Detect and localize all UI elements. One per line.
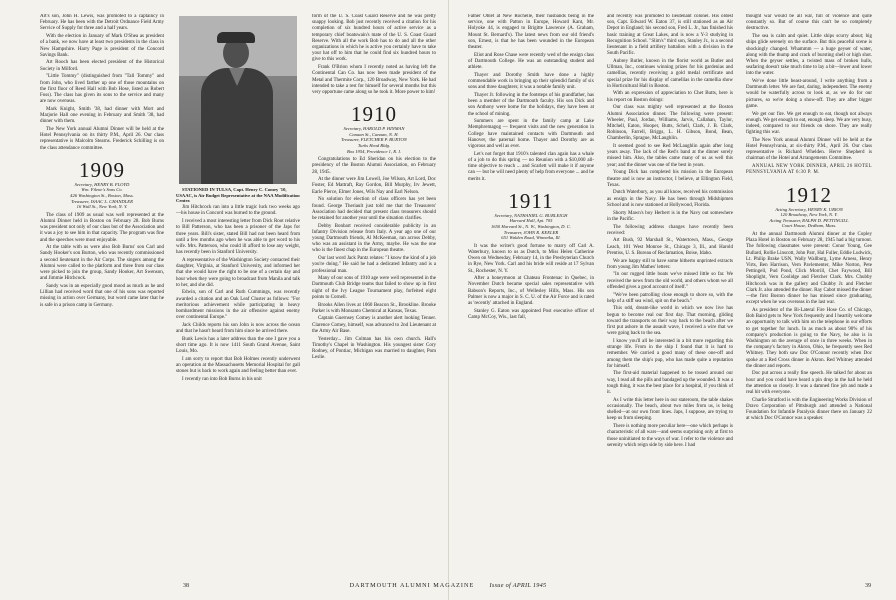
paragraph: With the election in January of Mark O'Shea as president of a bank, we now have at least two presidents in the class in New Hampshire. Harry Page is president of the Concord Savings Bank. bbox=[40, 34, 164, 58]
paragraph: Thayer and Dorothy Smith have done a highly commendable work in bringing up their splendid family of six sons and three daughters; it was a notable family unit. bbox=[468, 72, 594, 91]
paragraph: Debby Bonbart received considerable publicity in an Infantry Division release from Italy. A year ago one of our young Dartmouth friends, Al McKeeman, ran across Debby, who was an assistant in the Army, maybe. He was the one who is the finest chap in the European theatre. bbox=[312, 223, 436, 254]
paragraph: Summers are spent in the family camp at Lake Memphremagog — frequent visits and the new generation in College have maintained contacts with Dartmouth and Hanover, the paternal home. Thayer and Dorothy are as vigorous and well as ever. bbox=[468, 119, 594, 150]
paragraph: Dutch Waterbury, as you all know, received his commission as ensign in the Navy. He has been through Midshipmen School and is now stationed at Hollywood, Florida. bbox=[607, 190, 733, 208]
annual-dinner-notice: ANNUAL NEW YORK DINNER, APRIL 26 HOTEL PENNSYLVANIA AT 6:30 P. M. bbox=[746, 164, 872, 176]
column-4 bbox=[468, 14, 594, 574]
paragraph: "Little Tommy" (distinguished from "Tall Tommy" and from John, who lived farther up one of those mountains on the first floor of Reed Hall with Bob Hose, listed as Robert Foss). The class has given its sons to the service and many are now overseas. bbox=[40, 74, 164, 105]
paragraph: thought war would be all war, full of violence and quite constantly so. But of course this can't be so completely destructive. bbox=[746, 14, 872, 32]
paragraph: Jim Hitchcock ran into a little tragic luck two weeks ago—his house in Concord was burned to the ground. bbox=[176, 205, 300, 217]
class-section-1911 bbox=[468, 190, 594, 241]
paragraph: It seemed good to see Red McLaughlin again after long years away. The lack of the Red's band at the dinner sorely missed him. Also, the tables came many of us as well this year; and the dinner was one of the best in years. bbox=[607, 144, 733, 168]
paragraph: Frank O'Brion whom I recently noted as having left the Continental Can Co. has now been made president of the Metal and Thermite Corp., 120 Broadway, New York. He had intended to take a rest for himself for several months but this very opportune came along so he took it. More power to him! bbox=[312, 65, 436, 95]
paragraph: With an expression of appreciation to Chet Butts, here is his report on Boston doings: bbox=[607, 91, 733, 103]
right-page bbox=[468, 14, 872, 580]
secretary-street: 426 Washington St., Boston, Mass. bbox=[70, 192, 134, 198]
paragraph: Bunk Lewis has a later address than the one I gave you a short time ago. It is now 1411 South Grand Avenue, Saint Louis, Mo. bbox=[176, 336, 300, 355]
paragraph: Congratulations to Ed Sheridan on his election to the presidency of the Boston Alumni Association, on February 28, 1945. bbox=[312, 157, 436, 175]
paragraph: Charlie Stratford is with the Engineering Works Division of Dravo Corporation of Pittsburgh and attended a National Foundation for Infantile Paralysis dinner there on January 22 at which Doc O'Connor was a speaker. bbox=[746, 397, 872, 422]
magazine-title: DARTMOUTH ALUMNI MAGAZINE bbox=[349, 582, 475, 589]
paragraph: At the annual Dartmouth Alumni dinner at the Copley Plaza Hotel in Boston on February 28, 1945 had a big turnout. The following classmates were present: Conor Young, Gee Bullard, Rollie Linscott, John Parr, Hal Fuller, Eddie Ludwick, Lt. Philip Brake USN, Wally Wallburg, Lyme Arness, Henry Virts, Ben Harrison, Vern Pavlementer, Mike Norton, Pete Pettingell, Pud Pond, Click Morrill, Chet Faywood, Bill Shoplight, Vern Coolidge and Fletcher Clark. Mrs. Chubby Hitchcock was in the gallery and Chubby Jr. and Fletcher Clark Jr. also attended the dinner. Ray Cabot missed the dinner—the first Boston dinner he has missed since graduating, except when he was overseas in the last war. bbox=[746, 231, 872, 306]
paragraph: The following address changes have recently been received: bbox=[607, 224, 733, 236]
paragraph: I received a most interesting letter from Dick Root relative to Bill Patterson, who has been a prisoner of the Japs for three years. Bill's sister, stated Bill had not been heard from until a few months ago when he was able to get word to his wife. Mrs. Patterson, who could ill afford to lose any weight, has recently been in Stanford University. bbox=[176, 219, 300, 256]
officer-photo bbox=[179, 16, 297, 184]
secretary-address: Canaan St., Canaan, N. H. bbox=[349, 131, 399, 137]
paragraph: Aubrey Butler, known in the florist world as Butler and Ullman, Inc., continues winning prizes for his gardenias and camellias, recently receiving a gold medal certificate and special prize for his display of camellias in the camellia show in Horticultural Hall in Boston. bbox=[607, 58, 733, 89]
paragraph: Art's son, John H. Lewis, was promoted to a captaincy in February. He has been with the Detroit Ordnance Field Army Service of Supply for three and a half years. bbox=[40, 14, 164, 32]
paragraph: Let's not forget that 1910's talented clan again has a whale of a job to do this spring — no Reunion with a $10,000 all-time objective to reach ... and Scarlett will make it if anyone can — but he will need plenty of help from everyone ... and he merits it. bbox=[468, 151, 594, 182]
class-year-heading: 1912 bbox=[786, 182, 832, 207]
paragraph: At the table with us were also Bob Burns' son Carl and Sandy Hooker's son Burton, who was recently commissioned a second lieutenant in the Air Corps. The singers among the Alumni were called to the platform and three from our class were picked to join the group, Sandy Hooker, Art Swenson, and Jimmie Hitchcock. bbox=[40, 245, 164, 282]
left-page bbox=[40, 14, 436, 580]
column-5 bbox=[607, 14, 733, 574]
paragraph: Jack Childs reports his son John is now across the ocean and that he hasn't heard from him since he arrived there. bbox=[176, 322, 300, 335]
secretary-address: Wm. Filene's Sons Co. bbox=[81, 187, 123, 193]
treasurer-street: Box 1954, Providence 1, R. I. bbox=[346, 148, 402, 154]
paragraph: I am sorry to report that Bob Holmes recently underwent an operation at the Massachusetts Memorial Hospital for gall stones but is back to work again and feeling better than ever. bbox=[176, 356, 300, 375]
secretary-street: 1650 Harvard St., N. W., Washington, D. C. bbox=[490, 223, 571, 229]
paragraph: The first-aid material happened to be tossed around our way, I read all the pills and bandaged up the wounded. It was a tough thing, it was the best place for a hospital, if you think of it. bbox=[607, 371, 733, 396]
paragraph: "We've been patrolling close enough to shore so, with the help of a stiff sea wind, spit on the beach." bbox=[607, 292, 733, 304]
column-6 bbox=[746, 14, 872, 574]
treasurer-line: Treasurer, FLETCHER P. BURTON bbox=[341, 137, 407, 143]
paragraph: form of the U. S. Coast Guard Reserve and he was pretty snappy looking. Bob just recently received a citation for his completion of six hundred hours of active service as a temporary chief boatswain's mate of the U. S. Coast Guard Reserve. With all the work Bob has to do and all the other organizations in which he is active you certainly have to take your hat off to him that he could find six hundred hours to give to this work. bbox=[312, 14, 436, 63]
paragraph: We are happy still to have some hitherto unprinted extracts from young Jim Mathes' letters: bbox=[607, 258, 733, 270]
photo-caption: STATIONED IN TULSA, Capt. Henry C. Comey '10, USAAC, is Air Budget Representative at the NAA Modification Center. bbox=[176, 187, 300, 204]
secretary-line: Secretary, HENRY B. FLOYD bbox=[74, 181, 130, 187]
paragraph: After a honeymoon at Chateau Frontenac in Quebec, in November Dutch became special sales representative with Babson's Reports, Inc., of Wellesley Hills, Mass. His son Palmer is now a major in S. C. U. of the Air Force and is rated as 'recently' attached in England. bbox=[468, 276, 594, 307]
paragraph: As I write this letter here in our stateroom, the table shakes occasionally. The beach, about two miles from us, is being shelled—at our own front lines. Japs, I suppose, are trying to keep us from sleeping. bbox=[607, 397, 733, 422]
treasurer-address: 651 Walden Road, Winnetka, Ill. bbox=[501, 235, 561, 241]
photo-figure-cap bbox=[217, 32, 255, 43]
treasurer-line: Treasurer, ISAAC L. CHANDLER bbox=[71, 198, 133, 204]
class-year-heading: 1909 bbox=[79, 157, 125, 182]
secretary-line: Secretary, HAROLD P. HINMAN bbox=[343, 126, 405, 132]
paragraph: The New York annual Alumni Dinner will be held at the Hotel Pennsylvania on its thirty P.M., April 26. Our class representative is Malcolm Stearns. Frederick Schilling is on the class attendance committee. bbox=[40, 126, 164, 151]
class-section-1910 bbox=[312, 103, 436, 154]
paragraph: and recently was promoted to lieutenant colonel. His oldest son, Capt. Edward W. Eaton 37, is still stationed as an Air Depot in England; his second son, Fred L. Jr., has finished his basic training at Great Lakes, and is now a Y-3 studying in Recognition School. "Slim's" third son, Stanley Jr., is a second lieutenant in a field artillery battalion with a division in the South Pacific. bbox=[607, 14, 733, 57]
secretary-line: Acting Secretary, HENRY K. URION bbox=[775, 206, 843, 212]
paragraph: We get our fire. We get enough to eat, though not always enough. We get enough to eat, enough sleep. We are very busy, indeed, compared to our friends on shore. They are really fighting this war. bbox=[746, 111, 872, 136]
paragraph: The sea is calm and quiet. Little ships scurry about; big ships glide serenely on the surface. But this peaceful scene is shockingly changed. Whammm — a huge geyser of water, along with the thump and crack of bursting shell or high shot. When the geyser settles, a twisted mass of broken hulls, seafaring doesn't take much time to lay a bit—lower and lower into the water. bbox=[746, 34, 872, 77]
treasurer-line: Treasurer, JOHN R. KEELER bbox=[503, 229, 559, 235]
treasurer-address: Court House, Dedham, Mass. bbox=[781, 223, 837, 229]
paragraph: Our last word Jack Pantz relates: "I know the kind of a job you're doing." He said he had a dedicated Infantry and is a professional man. bbox=[312, 256, 436, 274]
class-year-heading: 1911 bbox=[508, 188, 554, 213]
secretary-address: 120 Broadway, New York, N. Y. bbox=[780, 212, 838, 218]
paragraph: The class of 1909 as usual was well represented at the Alumni Dinner held in Boston on February 28. Bob Burns was president not only of our class but of the Association and it was a joy to see him in that capacity. The program was fine and the speeches were most enjoyable. bbox=[40, 212, 164, 243]
paragraph: Thayer Jr. following in the footsteps of his grandfather, has been a member of the Dartmouth faculty. His son Dick and son Anthony were home for the holidays, they have been at the school of mining. bbox=[468, 92, 594, 117]
running-footer bbox=[324, 582, 572, 590]
paragraph: Art Bush, 92 Marshall St., Watertown, Mass., George Leach, 101 West Monroe St., Chicago 3, Ill., and Harold Prentiss, U. S. Bureau of Reclamation, Boise, Idaho. bbox=[607, 238, 733, 256]
paragraph: Our class was mighty well represented at the Boston Alumni Association dinner. The following were present: Wheeler, Paul, Jordan, Williams, Jarvis, Callahan, Taylor, Mitchell, Eaton, Hooper, Butts, Schell, Clark, J. B. Clark, Robinson, Farrell, Briggs, L. H. Gibson, Bond, Bean, Chamberlin, Sprague, McLaughlin. bbox=[607, 105, 733, 142]
paragraph: Mark Knight, Smith '38, had dinner with Mort and Marjorie Hall one evening in February and Smith '38, had dinner with them. bbox=[40, 106, 164, 125]
paragraph: A representative of the Washington Society contacted their daughter, Virginia, at Stanford University, and informed her that she would have the right to be one of a certain day and hour when they were going to broadcast from Manila and talk to her, and she did. bbox=[176, 257, 300, 288]
paragraph: Captain Guernsey Comey is another alert looking Tenner. Clarence Comey, himself, was advanced to 2nd Lieutenant at the Army Air Base. bbox=[312, 316, 436, 334]
paragraph: The New York annual Alumni Dinner will be held at the Hotel Pennsylvania, at six-thirty P.M., April 26. Our class representative is Richard Whelden. Herve Shepherd is chairman of the Hotel and Arrangements Committee. bbox=[746, 137, 872, 162]
paragraph: Sandy was in an especially good mood as much as he and Lillian had received word that one of his sons was reported missing in action over Germany, but word came later that he is safe in a prison camp in Germany. bbox=[40, 283, 164, 308]
paragraph: I know you'll all be interested in a bit more regarding this strange life. From in the ship I found that it is hard to remember. We carried a good many of these one-off and among them the ship's pup, who has made quite a reputation for himself. bbox=[607, 338, 733, 369]
paragraph: As president of the Bi-Lateral Fire Hose Co. of Chicago, Bob Baird gets to New York frequently and I heartily welcome an opportunity to talk with him on the telephone in our efforts to get together for lunch. In as much as about 90% of his company's production is going to the Navy, he also is in Washington on the average of once in three weeks. When in the company's factory in Akron, Ohio, he frequently sees Red Whitney. They both saw Doc O'Connor recently when Doc spoke at a Red Cross dinner in Akron. Red Whitney attended the dinner and reports. bbox=[746, 307, 872, 369]
paragraph: "In our rugged little boats we've missed little so far. We received the news from the old world, and others whom we all offended gives a good account of itself." bbox=[607, 272, 733, 290]
paragraph: Yesterday... Jim Colman has his own church. Hall's Timothy's Chapel in Washington. His youngest sister Cory Rodney, of Pontiac, Michigan was married to daughter, Pom Leslie. bbox=[312, 336, 436, 361]
paragraph: There is nothing more peculiar here—one which perhaps is characteristic of all wars—and seems surprising only at first to those uninitiated to the ways of war. I refer to the violence and serenity which reign side by side here. I had bbox=[607, 424, 733, 448]
right-page-number: 39 bbox=[865, 583, 871, 589]
class-section-1912 bbox=[746, 184, 872, 229]
paragraph: Father Oblet at New Rochelle, their husbands being in the service, one with Patton in Europe, Howard Kant, Mr. Holyoke 44, is engaged to Brigitte Lawrence (A. Graham, Mount St. Bernard's). The latest news from our old friend's son, Ernest, is that he has been wounded in the European theater. bbox=[468, 14, 594, 51]
secretary-line: Secretary, NATHANIEL G. BURLEIGH bbox=[494, 212, 568, 218]
paragraph: This odd, dream-like world in which we now live has begun to become real our first day. That morning, gliding toward the transports on their way back to the beach after we first put ashore in the assault wave, I received a wire that we were going back to the sea. bbox=[607, 306, 733, 337]
column-1 bbox=[40, 14, 164, 574]
paragraph: Stanley G. Eaton was appointed Post executive officer of Camp McCoy, Wis., last fall, bbox=[468, 308, 594, 320]
paragraph: Eliot and Rose Chase were recently wed of the ensign class of Dartmouth College. He was an outstanding student and athlete. bbox=[468, 52, 594, 71]
paragraph: Edwin, son of Carl and Ruth Cummings, was recently awarded a citation and an Oak Leaf Cluster as follows: "For meritorious achievement while participating in heavy bombardment missions in the air offensive against enemy over continental Europe." bbox=[176, 290, 300, 321]
left-page-number: 38 bbox=[183, 583, 189, 589]
paragraph: We've done little beast-around, I write anything from a Dartmouth letter. We are fast, daring, independent. The enemy would be waterfully across to look at, as we do for our pictures, so we're doing a show-off. They are after bigger game. bbox=[746, 79, 872, 109]
class-year-heading: 1910 bbox=[351, 102, 397, 127]
paragraph: Many of our sons of 1910 age were well represented in the Dartmouth Club Bridge teams that failed to show up in first night of the Ivy League Tournament play, forfeited eight points to Cornell. bbox=[312, 276, 436, 300]
paragraph: At the dinner were Jim Lowell, Joe Wilson, Art Lord, Doc Foster, Ed Mattraft, Ray Gordon, Bill Murphy, Irv Jewett, Earle Pierce, Elmer Jones, Wils Nay and Earl Nelson. bbox=[312, 177, 436, 195]
paragraph: Doc put across a really fine speech. He talked for about an hour and you could have heard a pin drop in the hall he held the attention so closely. It was a damned fine job and made a real hit with everyone. bbox=[746, 371, 872, 396]
paragraph: I recently ran into Bob Burns in his unit bbox=[182, 377, 262, 383]
paragraph: No solution for election of class officers has yet been found. George Theriault just told me that the Treasurers' Association had decided that present class treasurers should be retained for another year until the situation clarifies. bbox=[312, 197, 436, 221]
paragraph: It was the writer's good fortune to marry off Carl A. Waterbury, known to us as Dutch, to Miss Helen Catherine Owen on Wednesday, February 14, in the Presbyterian Church in Rye, New York. Carl and his bride will reside at 17 Sylvan St., Rochester, N. Y. bbox=[468, 243, 594, 274]
treasurer-line: Acting Treasurer, RALPH D. PETTINGILL bbox=[769, 217, 849, 223]
page-gutter bbox=[448, 0, 449, 600]
paragraph: Art Rooch has been elected president of the Historical Society in Milford. bbox=[40, 60, 164, 72]
treasurer-address: 16 Wall St., New York, N. Y. bbox=[76, 204, 128, 210]
column-2 bbox=[176, 14, 300, 574]
treasurer-address: Turks Head Bldg. bbox=[357, 142, 391, 148]
paragraph: Brooks Allen lives at 1060 Beacon St., Brookline. Brooke Parker is with Monsanto Chemical at Kansas, Texas. bbox=[312, 302, 436, 314]
paragraph: Young Dick has completed his mission in the European theatre and is now an instructor, I believe, at Ellington Field, Texas. bbox=[607, 170, 733, 188]
class-section-1909 bbox=[40, 159, 164, 210]
column-3 bbox=[312, 14, 436, 574]
issue-date: Issue of APRIL 1945 bbox=[489, 582, 547, 589]
paragraph: Shorty Mawn's boy Herbert is in the Navy out somewhere in the Pacific. bbox=[607, 210, 733, 222]
secretary-address: Harvard Hall, Apt. 705 bbox=[509, 218, 553, 224]
